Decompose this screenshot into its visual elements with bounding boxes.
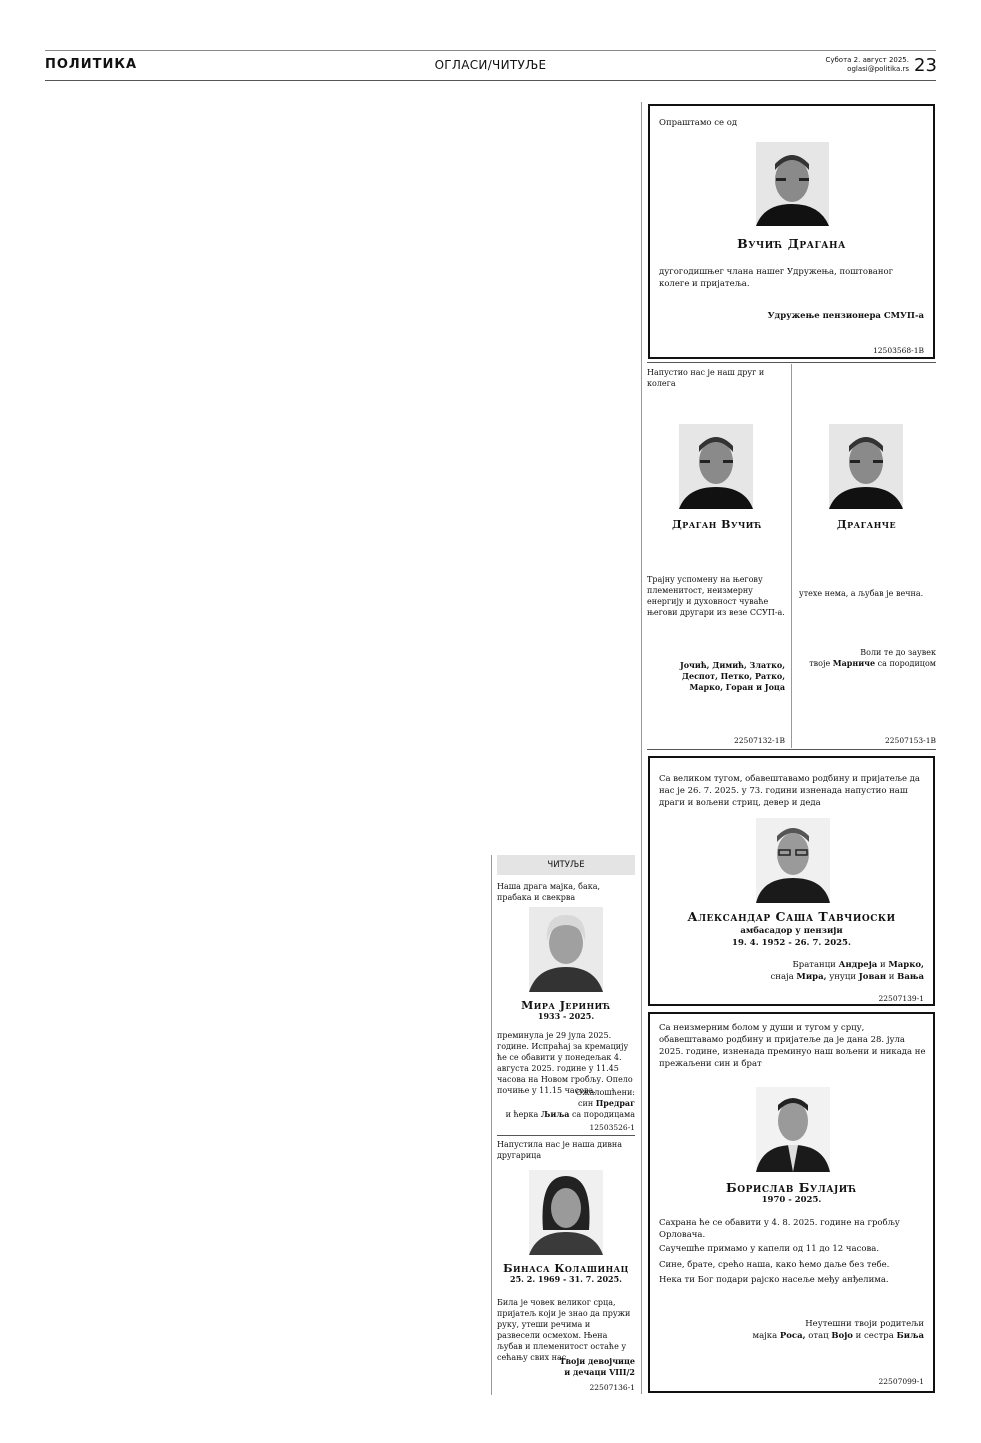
signature-line: твоје Марниче са породицом — [809, 658, 936, 668]
obituary-bulajic — [648, 1012, 935, 1393]
obituary-body: утехе нема, а љубав је вечна. — [799, 589, 924, 598]
obituary-jerinic — [497, 878, 635, 1133]
contact-email: oglasi@politika.rs — [847, 65, 909, 73]
ad-code: 22507153-1В — [885, 736, 936, 745]
deceased-dates: 19. 4. 1952 - 26. 7. 2025. — [732, 938, 851, 948]
obituary-vucic-smup — [648, 104, 935, 359]
obituary-body: Сине, брате, срећо наша, како ћемо даље без тебе. — [659, 1260, 890, 1270]
issue-date: Субота 2. август 2025. — [825, 56, 909, 64]
obituary-signature — [809, 647, 936, 669]
condolence-info: Саучешће примамо у капели од 11 до 12 часова. — [659, 1244, 880, 1254]
header-bottom-rule — [45, 80, 936, 81]
signature-line: Твоји девојчице — [559, 1356, 635, 1366]
deceased-name: Драганче — [836, 518, 897, 531]
portrait-photo — [529, 907, 603, 992]
obituary-signature — [506, 1087, 635, 1120]
ad-code: 12503568-1В — [873, 346, 924, 355]
ad-code: 22507136-1 — [589, 1383, 635, 1392]
signature-line: Ожалошћени: — [575, 1088, 635, 1097]
portrait-photo — [829, 424, 903, 509]
obituary-intro: Са великом тугом, обавештавамо родбину и пријатеље да нас је 26. 7. 2025. у 73. години изненада напустио наш драги и вољени стриц, девер и деда — [659, 774, 920, 808]
obituary-signature — [560, 1356, 635, 1378]
signature-line: снаја Мира, унуци Јован и Вања — [770, 972, 924, 982]
deceased-name: Драган Вучић — [671, 518, 763, 531]
portrait-photo — [756, 142, 829, 226]
obituary-signature — [680, 660, 785, 693]
obituary-intro: Наша драга мајка, бака, прабака и свекрва — [497, 882, 601, 902]
obituary-body: преминула је 29 јула 2025. године. Испраћај за кремацију ће се обавити у понедељак 4. августа 2025. године у 11.45 часова на Новом гробљу. Опело почиње у 11.15 часова. — [497, 1031, 633, 1095]
obituary-body: дугогодишњег члана нашег Удружења, поштованог колеге и пријатеља. — [659, 267, 894, 289]
portrait-photo — [756, 818, 830, 903]
signature-line: Деспот, Петко, Ратко, — [681, 671, 785, 681]
deceased-dates: 1970 - 2025. — [761, 1195, 822, 1205]
obituary-intro: Напустио нас је наш друг и колега — [647, 368, 765, 388]
obituary-body: Нека ти Бог подари рајско насеље међу анђелима. — [659, 1275, 889, 1285]
obituary-intro: Напустила нас је наша дивна другарица — [497, 1140, 623, 1160]
signer-name: Марниче — [832, 658, 876, 668]
deceased-dates: 25. 2. 1969 - 31. 7. 2025. — [510, 1274, 622, 1284]
signature-line: Марко, Горан и Јоца — [689, 682, 785, 692]
obituary-draganche — [797, 364, 936, 748]
deceased-name: Мира Јеринић — [521, 999, 611, 1012]
obituary-signature — [771, 959, 924, 983]
chitulje-label: ЧИТУЉЕ — [497, 855, 635, 875]
newspaper-logo: ПОЛИТИКА — [45, 57, 138, 72]
signature-line: Неутешни твоји родитељи — [805, 1319, 924, 1329]
deceased-name: Вучић Драгана — [737, 236, 846, 251]
deceased-name: Александар Саша Тавчиоски — [687, 909, 896, 924]
header-date-block — [825, 56, 909, 74]
ad-inner-divider — [791, 364, 792, 748]
funeral-info: Сахрана ће се обавити у 4. 8. 2025. године на гробљу Орловача. — [659, 1218, 900, 1240]
signature-line: Братанци Андреја и Марко, — [792, 960, 924, 970]
signature-line: Јочић, Димић, Златко, — [679, 660, 785, 670]
ad-code: 22507132-1В — [734, 736, 785, 745]
portrait-photo — [756, 1087, 830, 1172]
deceased-name: Борислав Булајић — [726, 1180, 857, 1195]
header-top-rule — [45, 50, 936, 51]
deceased-name: Бинаса Колашинац — [503, 1262, 629, 1275]
ad-code: 12503526-1 — [589, 1123, 635, 1132]
column-divider — [641, 102, 642, 1394]
obituary-body: Трајну успомену на његову племенитост, неизмерну енергију и духовност чуваће његови другари из везе ССУП-а. — [647, 575, 785, 617]
deceased-dates: 1933 - 2025. — [537, 1011, 595, 1021]
obituary-intro: Опраштамо се од — [659, 118, 738, 128]
ad-separator — [497, 1135, 635, 1136]
obituary-tavchioski — [648, 756, 935, 1006]
signature-line: и дечаци VIII/2 — [564, 1367, 635, 1377]
ad-code: 22507139-1 — [878, 994, 924, 1003]
portrait-photo — [529, 1170, 603, 1255]
signature-line: и ћерка Љиља са породицама — [505, 1109, 635, 1119]
obituary-intro: Са неизмерним болом у души и тугом у срцу, обавештавамо родбину и пријатеље да је дана 28. јула 2025. године, изненада преминуо наш вољени и никада не прежаљени син и брат — [659, 1023, 926, 1069]
signature-line: Воли те до заувек — [860, 648, 936, 657]
ad-separator — [647, 749, 936, 750]
obituary-signature — [752, 1318, 924, 1342]
signature-line: мајка Роса, отац Војо и сестра Биља — [752, 1331, 924, 1341]
ad-code: 22507099-1 — [878, 1377, 924, 1386]
portrait-photo — [679, 424, 753, 509]
column-divider-left — [491, 855, 492, 1395]
obituary-signature: Удружење пензионера СМУП-а — [767, 311, 924, 321]
deceased-title: амбасадор у пензији — [740, 926, 843, 936]
obituary-kolasinac — [497, 1137, 635, 1395]
section-title: ОГЛАСИ/ЧИТУЉЕ — [434, 58, 547, 72]
page-number: 23 — [914, 55, 937, 76]
obituary-dragan-vucic — [647, 364, 787, 748]
signature-line: син Предраг — [578, 1098, 635, 1108]
ad-separator — [647, 362, 936, 363]
obituary-body: Била је човек великог срца, пријатељ који је знао да пружи руку, утеши речима и развесели осмехом. Њена љубав и племенитост остаће у сећању свих нас. — [497, 1298, 631, 1362]
